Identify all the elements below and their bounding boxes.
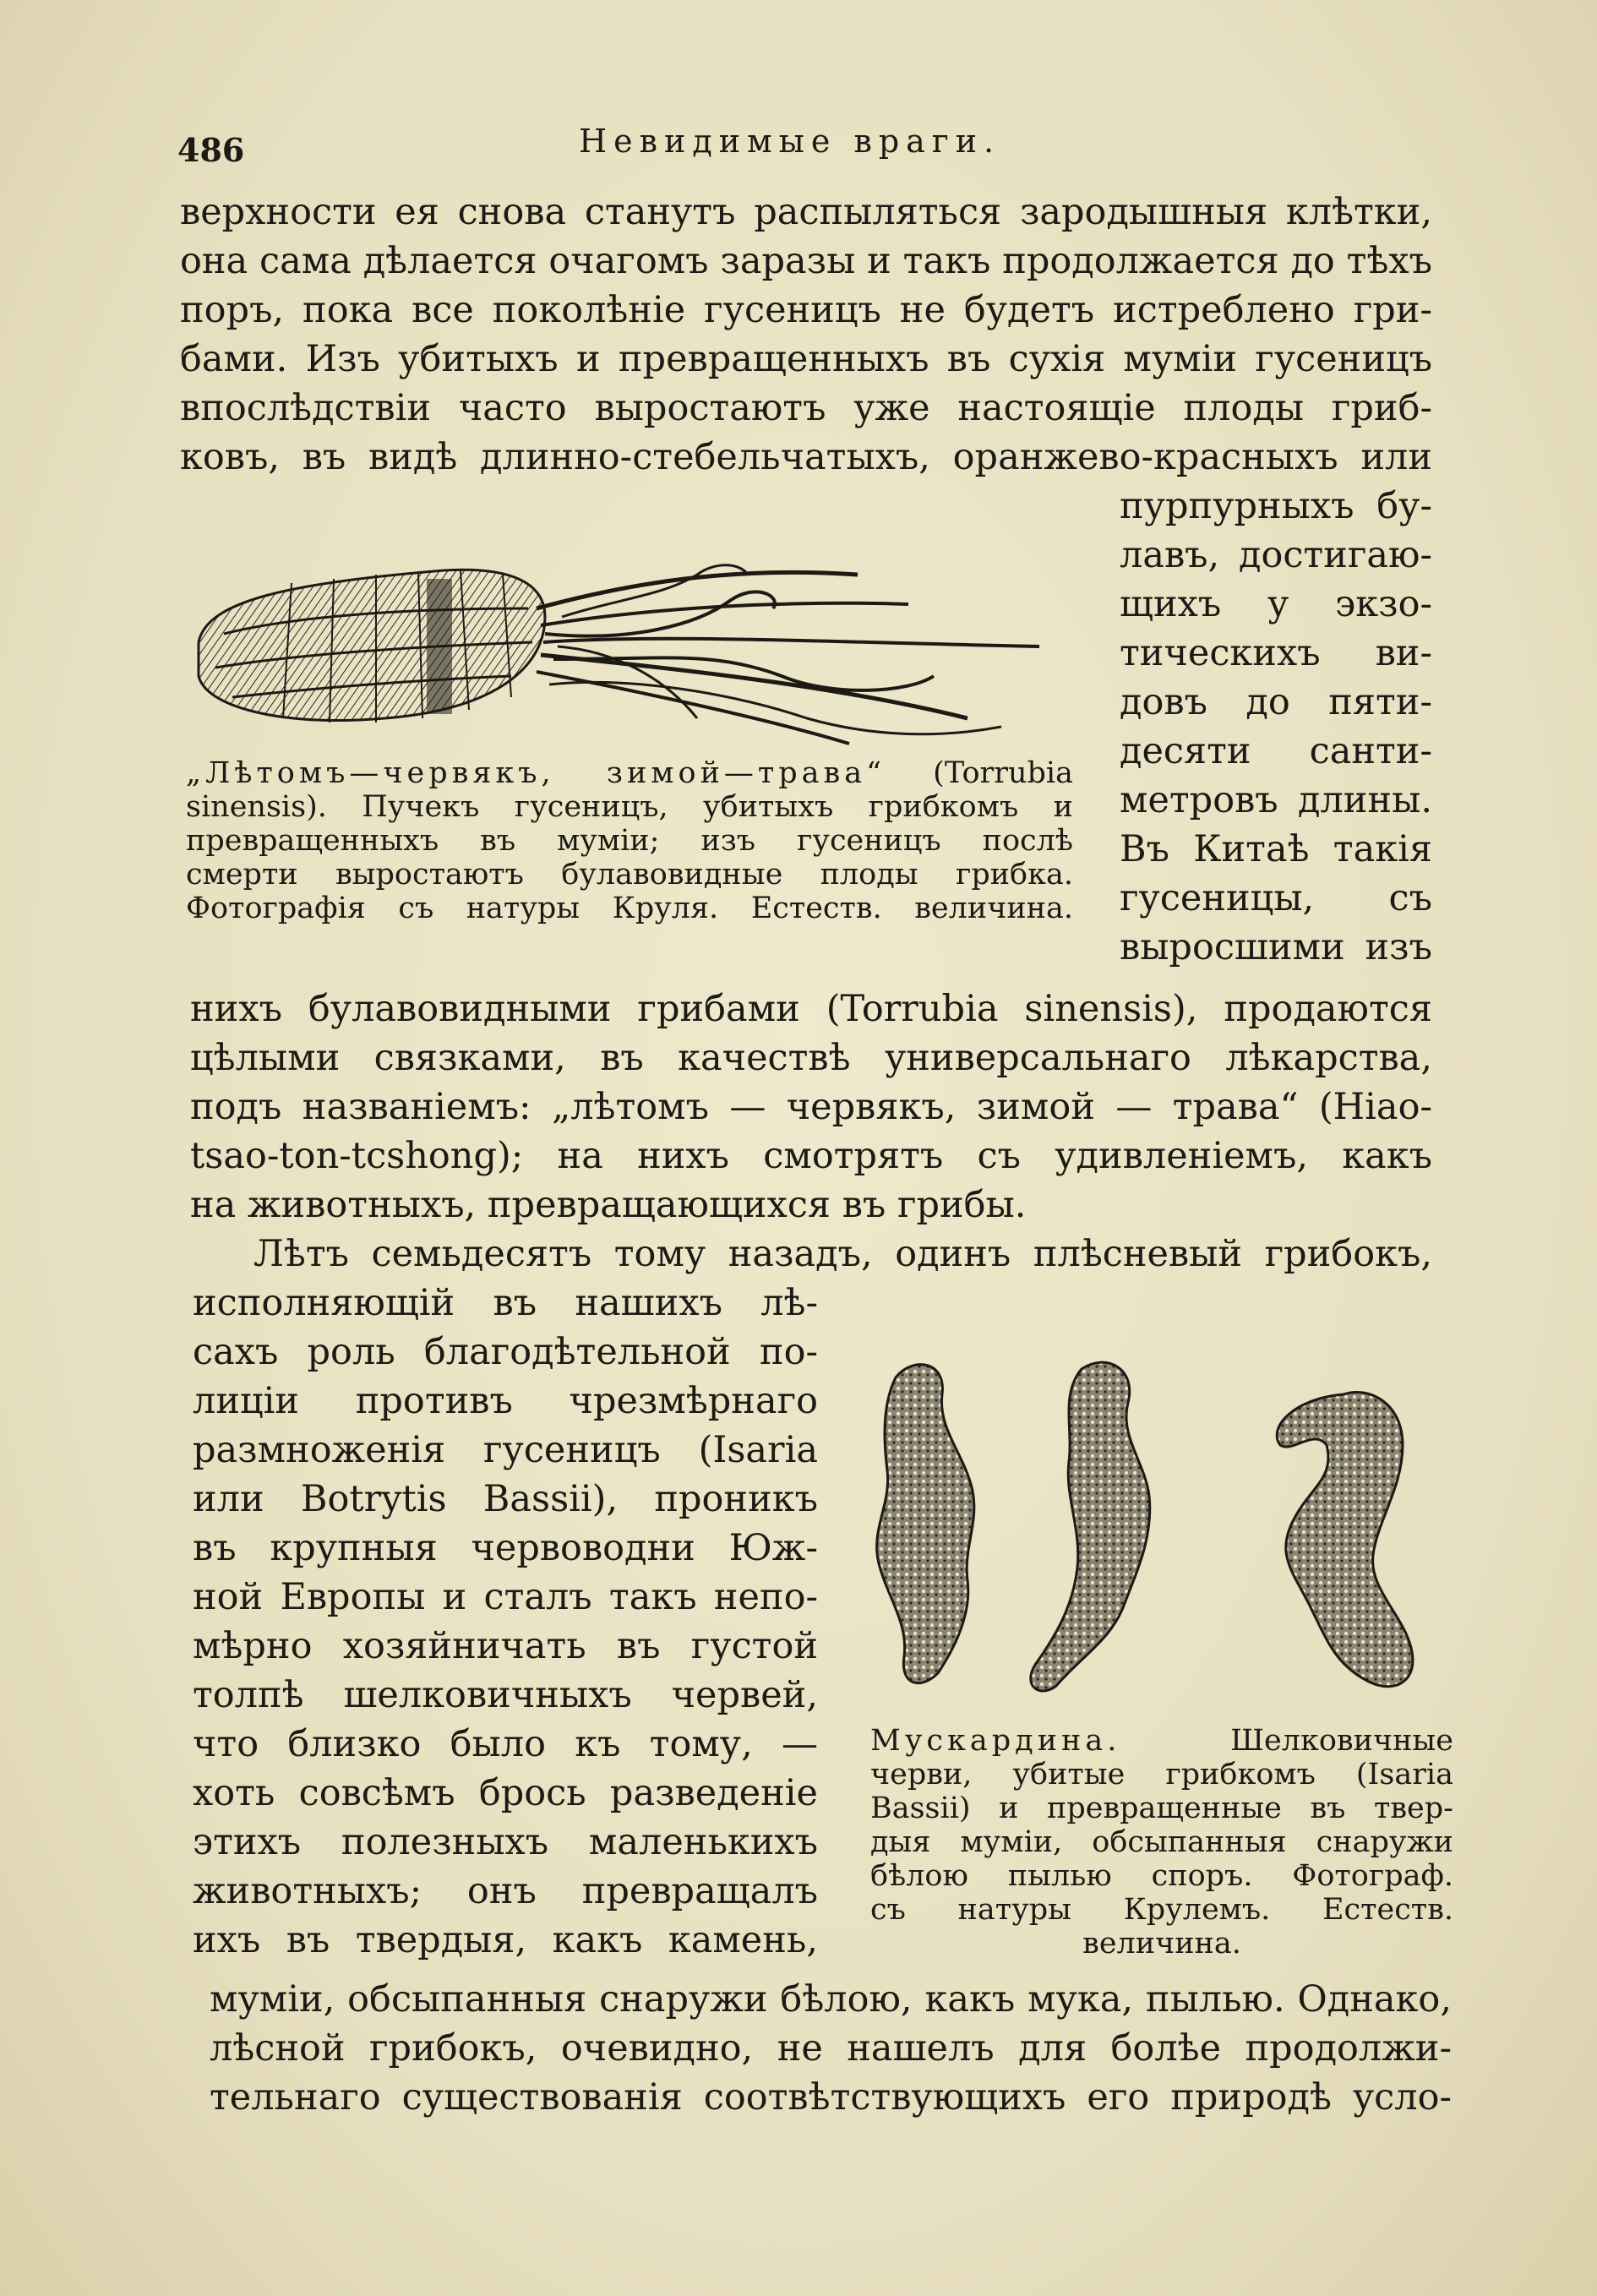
caption-text: (Torrubia xyxy=(886,756,1073,790)
text-line: впослѣдствіи часто выростаютъ уже настоящіе плоды гриб- xyxy=(180,387,1432,429)
caption-line: съ натуры Крулемъ. Естеств. xyxy=(870,1893,1453,1927)
figure-caption-torrubia xyxy=(186,756,1073,925)
text-line: довъ до пяти- xyxy=(1120,681,1432,723)
text-line: этихъ полезныхъ маленькихъ xyxy=(193,1821,818,1863)
middle-paragraph xyxy=(190,984,1432,1230)
text-line: сахъ роль благодѣтельной по- xyxy=(193,1331,818,1373)
text-line: лѣсной грибокъ, очевидно, не нашелъ для болѣе продолжи- xyxy=(210,2027,1452,2070)
text-line: Въ Китаѣ такія xyxy=(1120,828,1432,870)
text-line: нихъ булавовидными грибами (Torrubia sinensis), продаются xyxy=(190,988,1432,1030)
caterpillar-bundle-illustration xyxy=(190,549,1052,752)
caption-line: черви, убитые грибкомъ (Isaria xyxy=(870,1758,1453,1792)
figure-muscardine-illustration xyxy=(853,1352,1445,1707)
caption-line: смерти выростаютъ булавовидные плоды грибка. xyxy=(186,858,1073,892)
text-line: или Botrytis Bassii), проникъ xyxy=(193,1478,818,1520)
caption-line: величина. xyxy=(1082,1927,1241,1961)
text-line: щихъ у экзо- xyxy=(1120,583,1432,625)
caption-line: дыя муміи, обсыпанныя снаружи xyxy=(870,1825,1453,1859)
bottom-paragraph xyxy=(210,1975,1452,2122)
right-column-text xyxy=(1120,482,1432,972)
text-line: хоть совсѣмъ брось разведеніе xyxy=(193,1772,818,1814)
figure-caption-muscardine xyxy=(870,1724,1453,1961)
figure-torrubia-illustration xyxy=(190,549,1052,752)
text-line: ихъ въ твердыя, какъ камень, xyxy=(193,1919,818,1961)
text-line: лавъ, достигаю- xyxy=(1120,534,1432,576)
text-line: муміи, обсыпанныя снаружи бѣлою, какъ мука, пылью. Однако, xyxy=(210,1978,1452,2021)
text-line: выросшими изъ xyxy=(1120,926,1432,968)
text-line: она сама дѣлается очагомъ заразы и такъ продолжается до тѣхъ xyxy=(180,240,1432,282)
caption-line: превращенныхъ въ муміи; изъ гусеницъ послѣ xyxy=(186,824,1073,858)
silkworm-mummies-illustration xyxy=(853,1352,1445,1707)
caption-line: бѣлою пылью споръ. Фотограф. xyxy=(870,1859,1453,1893)
text-line: на животныхъ, превращающихся въ грибы. xyxy=(190,1184,1027,1226)
text-line: толпѣ шелковичныхъ червей, xyxy=(193,1674,818,1716)
text-line: подъ названіемъ: „лѣтомъ — червякъ, зимой — трава“ (Hiao- xyxy=(190,1086,1432,1128)
caption-line: Bassii) и превращенные въ твер- xyxy=(870,1792,1453,1825)
text-line: Лѣтъ семьдесятъ тому назадъ, одинъ плѣсневый грибокъ, xyxy=(253,1233,1432,1275)
text-line: десяти санти- xyxy=(1120,730,1432,772)
caption-text: Шелковичные xyxy=(1120,1724,1453,1758)
text-line: гусеницы, съ xyxy=(1120,877,1432,919)
caption-title: Мускардина. xyxy=(870,1724,1121,1758)
caption-line xyxy=(870,1724,1453,1758)
text-line: поръ, пока все поколѣніе гусеницъ не будетъ истреблено гри- xyxy=(180,289,1432,331)
caption-line: sinensis). Пучекъ гусеницъ, убитыхъ грибкомъ и xyxy=(186,790,1073,824)
top-paragraph xyxy=(180,188,1432,482)
text-line: лиціи противъ чрезмѣрнаго xyxy=(193,1380,818,1422)
text-line: что близко было къ тому, — xyxy=(193,1723,818,1765)
silkworm-mummy-3 xyxy=(1277,1393,1413,1687)
text-line: животныхъ; онъ превращалъ xyxy=(193,1870,818,1912)
text-line: тельнаго существованія соотвѣтствующихъ его природѣ усло- xyxy=(210,2076,1452,2119)
silkworm-mummy-2 xyxy=(1031,1362,1150,1691)
text-line: ковъ, въ видѣ длинно-стебельчатыхъ, оранжево-красныхъ или xyxy=(180,436,1432,478)
text-line: цѣлыми связками, въ качествѣ универсальнаго лѣкарства, xyxy=(190,1037,1432,1079)
text-line: пурпурныхъ бу- xyxy=(1120,485,1432,527)
page-number: 486 xyxy=(177,131,245,169)
page-header xyxy=(177,123,1445,173)
text-line: tsao-ton-tcshong); на нихъ смотрятъ съ удивленіемъ, какъ xyxy=(190,1135,1432,1177)
caption-line: Фотографія съ натуры Круля. Естеств. величина. xyxy=(186,892,1073,925)
second-paragraph-first-line xyxy=(253,1230,1432,1279)
text-line: въ крупныя червоводни Юж- xyxy=(193,1527,818,1569)
silkworm-mummy-1 xyxy=(877,1365,974,1683)
running-title: Невидимые враги. xyxy=(579,123,1001,160)
text-line: размноженія гусеницъ (Isaria xyxy=(193,1429,818,1471)
text-line: метровъ длины. xyxy=(1120,779,1432,821)
text-line: верхности ея снова станутъ распыляться зародышныя клѣтки, xyxy=(180,191,1432,233)
text-line: ной Европы и сталъ такъ непо- xyxy=(193,1576,818,1618)
left-column-text xyxy=(193,1279,818,1965)
text-line: исполняющій въ нашихъ лѣ- xyxy=(193,1282,818,1324)
text-line: бами. Изъ убитыхъ и превращенныхъ въ сухія муміи гусеницъ xyxy=(180,338,1432,380)
caption-title: „Лѣтомъ—червякъ, зимой—трава“ xyxy=(186,756,886,790)
text-line: мѣрно хозяйничать въ густой xyxy=(193,1625,818,1667)
text-line: тическихъ ви- xyxy=(1120,632,1432,674)
caption-line xyxy=(186,756,1073,790)
